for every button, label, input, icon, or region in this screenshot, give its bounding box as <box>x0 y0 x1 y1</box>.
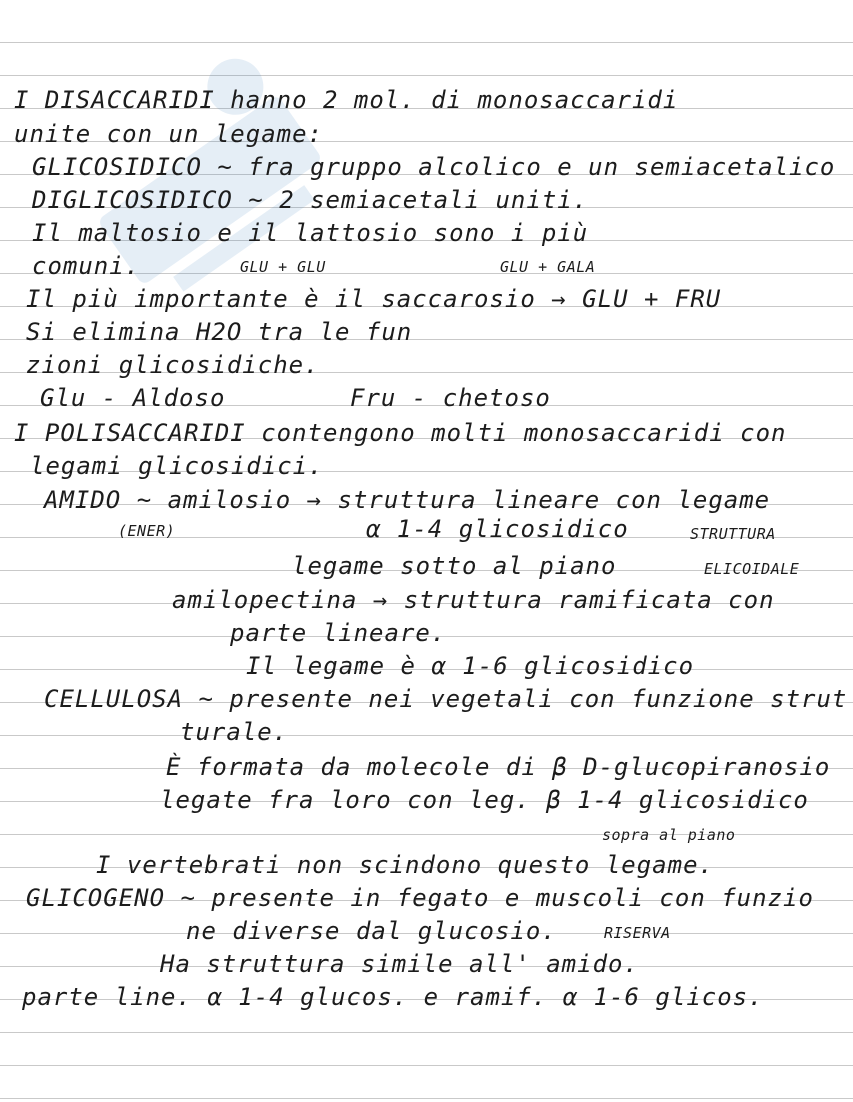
note-line: I POLISACCARIDI contengono molti monosaccaridi con <box>14 419 787 447</box>
note-line: parte line. α 1-4 glucos. e ramif. α 1-6 glicos. <box>22 983 764 1011</box>
note-line: È formata da molecole di β D-glucopiranosio <box>166 753 831 781</box>
note-annotation: STRUTTURA <box>690 525 776 543</box>
note-annotation: (ENER) <box>118 522 176 540</box>
note-line: Ha struttura simile all' amido. <box>160 950 639 978</box>
note-line: GLICOGENO ~ presente in fegato e muscoli con funzio <box>26 884 814 912</box>
note-line: I vertebrati non scindono questo legame. <box>96 851 714 879</box>
note-line: I DISACCARIDI hanno 2 mol. di monosaccaridi <box>14 86 679 114</box>
note-line: comuni. <box>32 252 141 280</box>
note-line: CELLULOSA ~ presente nei vegetali con funzione strut <box>44 685 848 713</box>
note-line: parte lineare. <box>230 619 447 647</box>
note-line: Il più importante è il saccarosio → GLU + FRU <box>26 285 722 313</box>
note-annotation: GLU + GLU <box>240 258 326 276</box>
note-line: zioni glicosidiche. <box>26 351 320 379</box>
note-annotation: RISERVA <box>604 924 671 942</box>
note-line: GLICOSIDICO ~ fra gruppo alcolico e un semiacetalico <box>32 153 836 181</box>
note-line: legame sotto al piano <box>292 552 617 580</box>
note-line: Il legame è α 1-6 glicosidico <box>246 652 695 680</box>
note-line: Si elimina H2O tra le fun <box>26 318 413 346</box>
note-line: DIGLICOSIDICO ~ 2 semiacetali uniti. <box>32 186 589 214</box>
note-annotation: sopra al piano <box>602 826 736 844</box>
note-line: Il maltosio e il lattosio sono i più <box>32 219 589 247</box>
note-line: α 1-4 glicosidico <box>366 515 629 543</box>
note-annotation: ELICOIDALE <box>704 560 800 578</box>
note-line: turale. <box>180 718 289 746</box>
note-line: unite con un legame: <box>14 120 323 148</box>
note-line: Glu - Aldoso <box>40 384 226 412</box>
note-annotation: GLU + GALA <box>500 258 596 276</box>
note-line: AMIDO ~ amilosio → struttura lineare con legame <box>44 486 771 514</box>
note-line: amilopectina → struttura ramificata con <box>172 586 775 614</box>
note-line: Fru - chetoso <box>350 384 551 412</box>
note-line: legami glicosidici. <box>30 452 324 480</box>
note-line: ne diverse dal glucosio. <box>186 917 557 945</box>
note-line: legate fra loro con leg. β 1-4 glicosidico <box>160 786 809 814</box>
